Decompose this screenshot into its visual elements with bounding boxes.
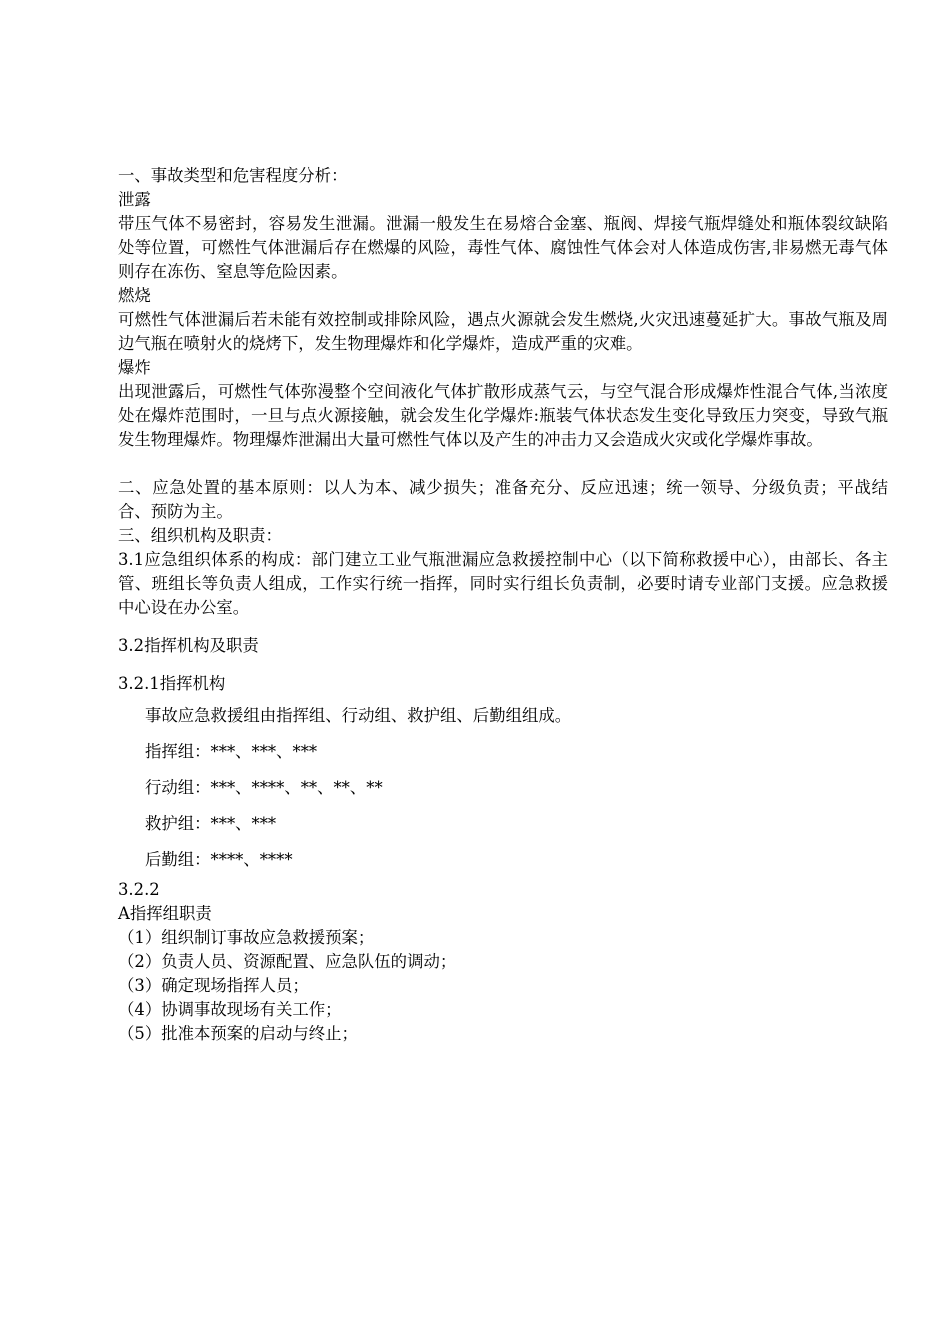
explode-paragraph: 出现泄露后，可燃性气体弥漫整个空间液化气体扩散形成蒸气云，与空气混合形成爆炸性混合气体,当浓度处在爆炸范围时，一旦与点火源接触，就会发生化学爆炸:瓶装气体状态发生变化导致压力突变，导致气瓶发生物理爆炸。物理爆炸泄漏出大量可燃性气体以及产生的冲击力又会造成火灾或化学爆炸事故。 (118, 382, 888, 449)
section-3-2-2-heading: 3.2.2 (118, 880, 160, 899)
duty-item: （3）确定现场指挥人员； (118, 976, 309, 995)
section-3-heading: 三、组织机构及职责： (118, 526, 282, 545)
leak-title: 泄露 (118, 190, 151, 209)
section-3-2-heading: 3.2指挥机构及职责 (118, 636, 259, 655)
group-logistics: 后勤组：****、**** (145, 850, 293, 869)
group-action: 行动组：***、****、**、**、** (145, 778, 383, 797)
spacer (118, 620, 888, 634)
group-command: 指挥组：***、***、*** (145, 742, 318, 761)
document-page (118, 164, 888, 1046)
section-3-1-paragraph: 3.1应急组织体系的构成：部门建立工业气瓶泄漏应急救援控制中心（以下简称救援中心），由部长、各主管、班组长等负责人组成，工作实行统一指挥，同时实行组长负责制，必要时请专业部门支援。应急救援中心设在办公室。 (118, 550, 888, 617)
spacer (118, 658, 888, 672)
spacer (118, 452, 888, 476)
groups-intro: 事故应急救援组由指挥组、行动组、救护组、后勤组组成。 (145, 706, 572, 725)
burn-title: 燃烧 (118, 286, 151, 305)
command-group-duties-title: A指挥组职责 (118, 904, 212, 923)
duty-item: （4）协调事故现场有关工作； (118, 1000, 342, 1019)
explode-title: 爆炸 (118, 358, 151, 377)
leak-paragraph: 带压气体不易密封，容易发生泄漏。泄漏一般发生在易熔合金塞、瓶阀、焊接气瓶焊缝处和瓶体裂纹缺陷处等位置，可燃性气体泄漏后存在燃爆的风险，毒性气体、腐蚀性气体会对人体造成伤害,非易燃无毒气体则存在冻伤、窒息等危险因素。 (118, 214, 888, 281)
duty-item: （1）组织制订事故应急救援预案； (118, 928, 375, 947)
duty-item: （2）负责人员、资源配置、应急队伍的调动； (118, 952, 457, 971)
section-3-2-1-heading: 3.2.1指挥机构 (118, 674, 226, 693)
burn-paragraph: 可燃性气体泄漏后若未能有效控制或排除风险，遇点火源就会发生燃烧,火灾迅速蔓延扩大。事故气瓶及周边气瓶在喷射火的烧烤下，发生物理爆炸和化学爆炸，造成严重的灾难。 (118, 310, 888, 353)
duty-item: （5）批准本预案的启动与终止； (118, 1024, 358, 1043)
section-2-principles: 二、应急处置的基本原则：以人为本、减少损失；准备充分、反应迅速；统一领导、分级负责；平战结合、预防为主。 (118, 478, 888, 521)
group-rescue: 救护组：***、*** (145, 814, 277, 833)
section-1-heading: 一、事故类型和危害程度分析： (118, 166, 348, 185)
